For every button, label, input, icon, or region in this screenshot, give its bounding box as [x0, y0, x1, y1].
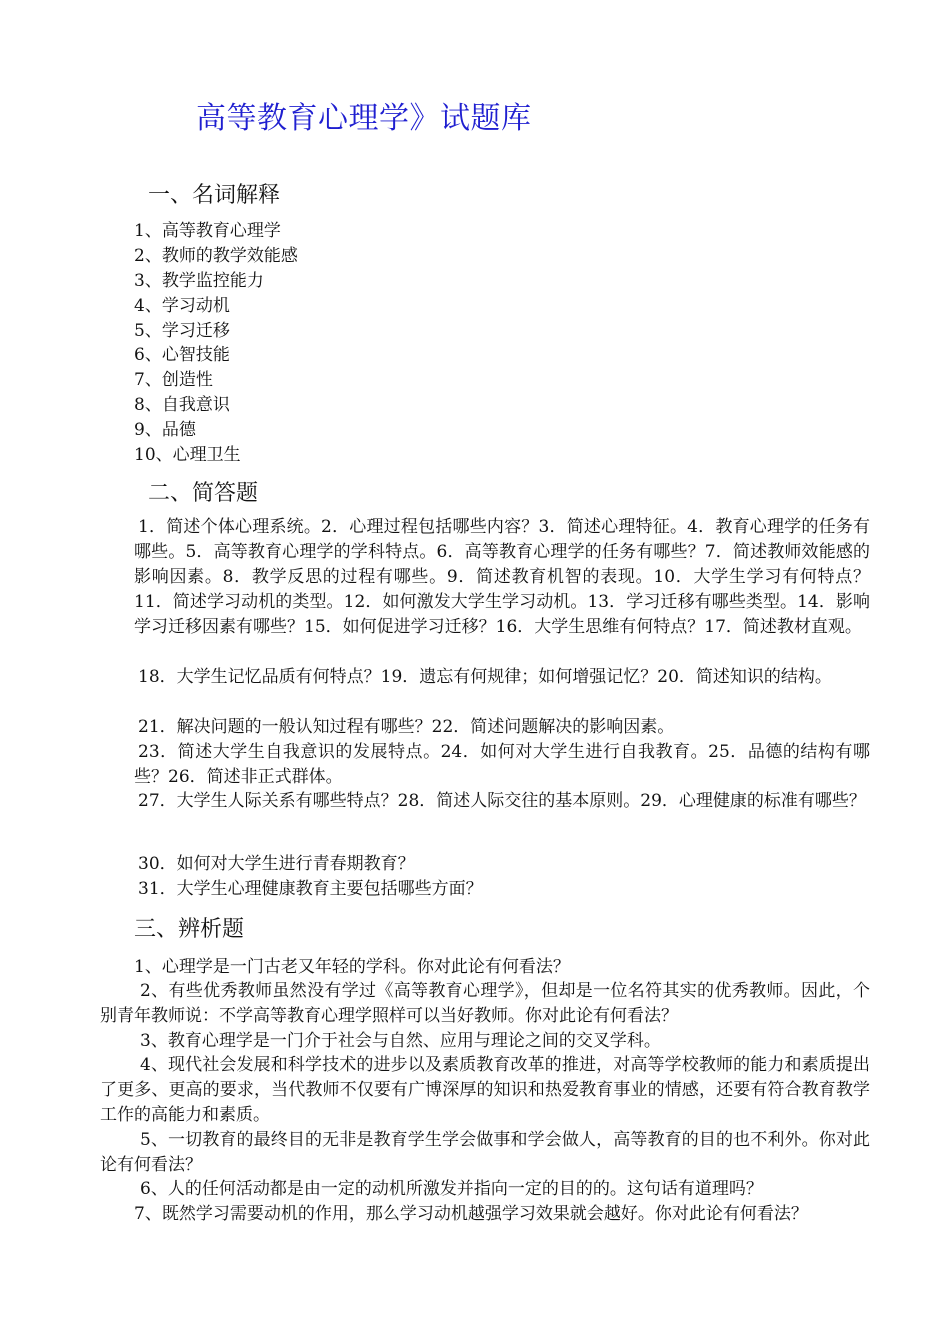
- analysis-paragraph: 1、心理学是一门古老又年轻的学科。你对此论有何看法？: [134, 957, 570, 977]
- list-item: 5、学习迁移: [134, 320, 230, 341]
- analysis-paragraph: 2、有些优秀教师虽然没有学过《高等教育心理学》，但却是一位名符其实的优秀教师。因此，个别青年教师说：不学高等教育心理学照样可以当好教师。你对此论有何看法？: [100, 981, 870, 1026]
- list-item: 10、心理卫生: [134, 445, 241, 466]
- analysis-paragraph: 5、一切教育的最终目的无非是教育学生学会做事和学会做人，高等教育的目的也不利外。你对此论有何看法？: [100, 1130, 870, 1175]
- section-heading-analysis: 三、辨析题: [134, 917, 245, 942]
- list-item: 8、自我意识: [134, 395, 230, 416]
- list-item: 9、品德: [134, 420, 196, 441]
- short-answer-block: 23．简述大学生自我意识的发展特点。24．如何对大学生进行自我教育。25．品德的结构有哪些？26．简述非正式群体。: [134, 742, 870, 787]
- list-item: 4、学习动机: [134, 295, 230, 316]
- analysis-paragraph: 3、教育心理学是一门介于社会与自然、应用与理论之间的交叉学科。: [140, 1031, 661, 1051]
- document-title: 高等教育心理学》试题库: [196, 101, 532, 136]
- terms-list: [134, 219, 298, 468]
- section-heading-terms: 一、名词解释: [148, 183, 281, 208]
- list-item: 3、教学监控能力: [134, 270, 264, 291]
- list-item: 6、心智技能: [134, 345, 230, 366]
- short-answer-block: 21．解决问题的一般认知过程有哪些？22．简述问题解决的影响因素。: [138, 717, 675, 737]
- list-item: 7、创造性: [134, 370, 213, 391]
- analysis-paragraph: 7、既然学习需要动机的作用，那么学习动机越强学习效果就会越好。你对此论有何看法？: [134, 1204, 808, 1224]
- short-answer-block: 30．如何对大学生进行青春期教育？: [138, 854, 415, 874]
- list-item: 2、教师的教学效能感: [134, 245, 298, 266]
- analysis-paragraph: 6、人的任何活动都是由一定的动机所激发并指向一定的目的的。这句话有道理吗？: [140, 1179, 763, 1199]
- short-answer-block: 18．大学生记忆品质有何特点？19．遗忘有何规律；如何增强记忆？20．简述知识的结构。: [138, 667, 832, 687]
- short-answer-block: 31．大学生心理健康教育主要包括哪些方面？: [138, 879, 483, 899]
- short-answer-block: 27．大学生人际关系有哪些特点？28．简述人际交往的基本原则。29．心理健康的标准有哪些？: [138, 791, 866, 811]
- analysis-paragraph: 4、现代社会发展和科学技术的进步以及素质教育改革的推进，对高等学校教师的能力和素质提出了更多、更高的要求，当代教师不仅要有广博深厚的知识和热爱教育事业的情感，还要有符合教育教学工作的高能力和素质。: [100, 1055, 870, 1125]
- list-item: 1、高等教育心理学: [134, 221, 281, 241]
- short-answer-block: 1．简述个体心理系统。2．心理过程包括哪些内容？3．简述心理特征。4．教育心理学的任务有哪些。5．高等教育心理学的学科特点。6．高等教育心理学的任务有哪些？7．简述教师效能感的影响因素。8．教学反思的过程有哪些。9．简述教育机智的表现。10．大学生学习有何特点？11．简述学习动机的类型。12．如何激发大学生学习动机。13．学习迁移有哪些类型。14．影响学习迁移因素有哪些？15．如何促进学习迁移？16．大学生思维有何特点？17．简述教材直观。: [134, 517, 870, 637]
- section-heading-short-answer: 二、简答题: [148, 481, 259, 506]
